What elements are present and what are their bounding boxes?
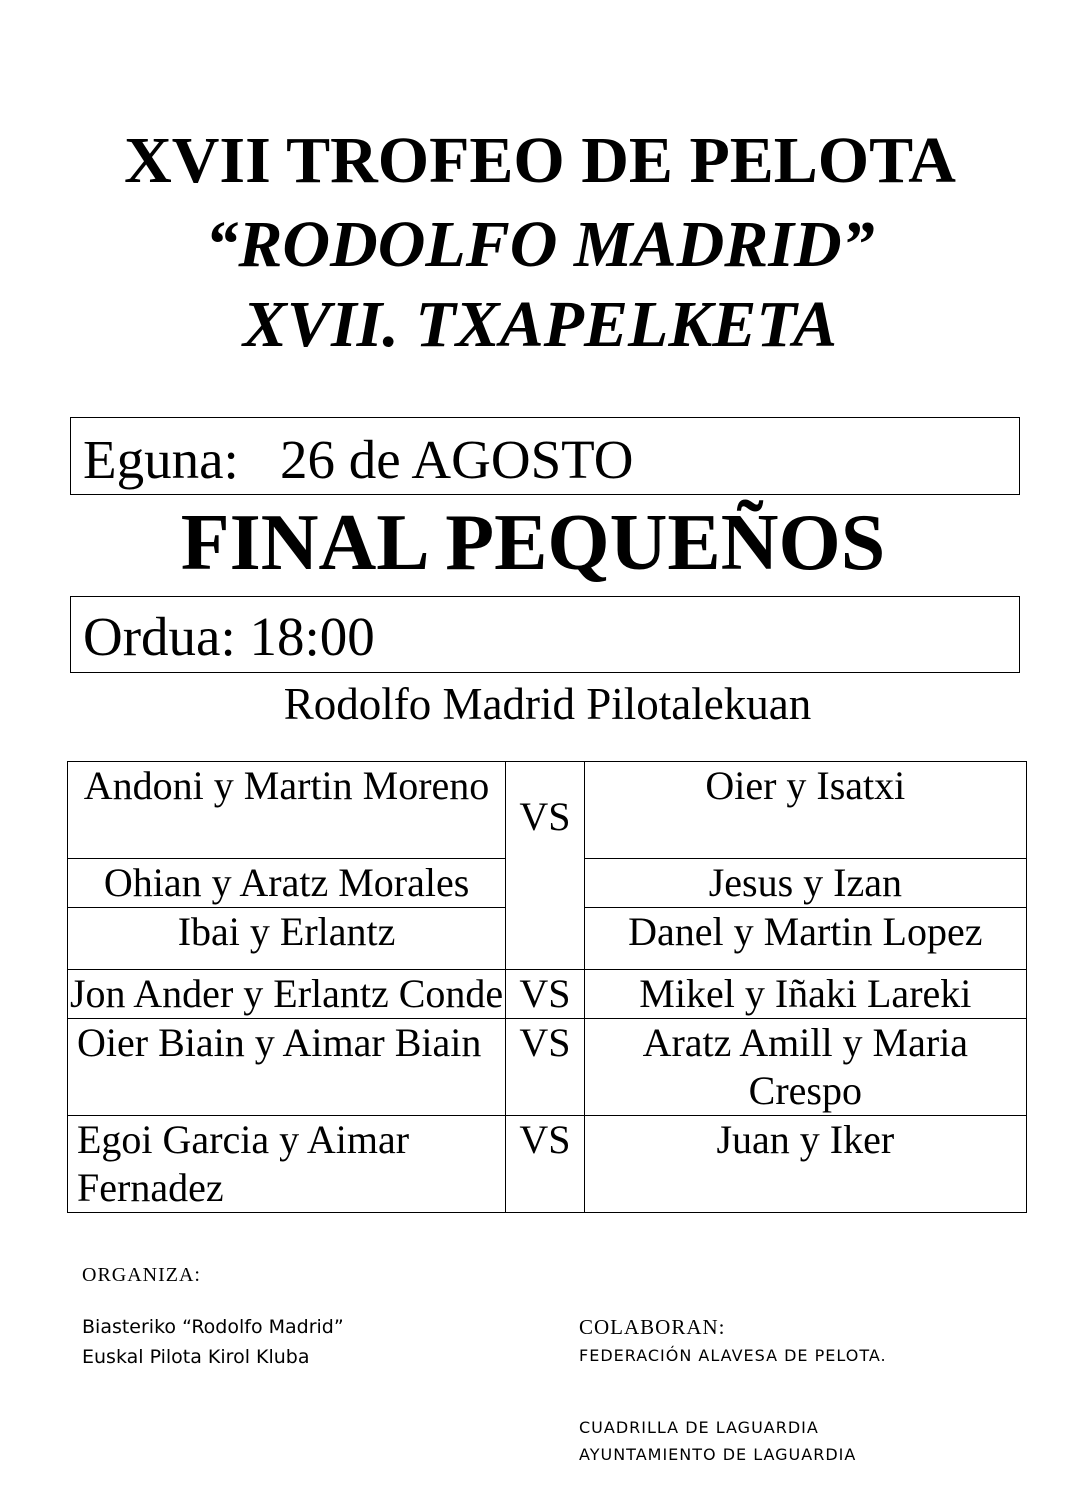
title-line-1: XVII TROFEO DE PELOTA — [124, 124, 956, 197]
right-team-cell: Juan y Iker — [584, 1116, 1026, 1213]
table-row — [68, 970, 1027, 1019]
colaboran-label: COLABORAN: — [579, 1315, 726, 1339]
organiza-label: ORGANIZA: — [82, 1264, 201, 1286]
table-row — [68, 1116, 1027, 1213]
date-box — [70, 417, 1020, 495]
right-team-cell: Oier y Isatxi — [584, 762, 1026, 859]
date-text: Eguna: 26 de AGOSTO — [83, 429, 634, 490]
time-text: Ordua: 18:00 — [83, 606, 375, 667]
colaboran-line-1: FEDERACIÓN ALAVESA DE PELOTA. — [579, 1346, 887, 1365]
vs-cell: VS — [506, 1116, 585, 1213]
vs-cell: VS — [506, 970, 585, 1019]
title-line-3: XVII. TXAPELKETA — [242, 288, 838, 361]
colaboran-line-2: CUADRILLA DE LAGUARDIA — [579, 1418, 819, 1437]
matches-table — [67, 761, 1027, 1213]
vs-cell: VS — [506, 762, 585, 970]
right-team-cell: Aratz Amill y Maria Crespo — [584, 1019, 1026, 1116]
table-row — [68, 1019, 1027, 1116]
time-box — [70, 596, 1020, 673]
right-team-cell: Mikel y Iñaki Lareki — [584, 970, 1026, 1019]
left-team-cell: Ohian y Aratz Morales — [68, 859, 506, 908]
venue-text: Rodolfo Madrid Pilotalekuan — [283, 679, 812, 729]
left-team-cell: Andoni y Martin Moreno — [68, 762, 506, 859]
left-team-cell: Jon Ander y Erlantz Conde — [68, 970, 506, 1019]
right-team-cell: Danel y Martin Lopez — [584, 908, 1026, 970]
left-team-cell: Egoi Garcia y Aimar Fernadez — [68, 1116, 506, 1213]
colaboran-line-3: AYUNTAMIENTO DE LAGUARDIA — [579, 1445, 857, 1464]
left-team-cell: Ibai y Erlantz — [68, 908, 506, 970]
left-team-cell: Oier Biain y Aimar Biain — [68, 1019, 506, 1116]
final-title: FINAL PEQUEÑOS — [180, 499, 886, 587]
title-line-2: “RODOLFO MADRID” — [205, 208, 875, 281]
organiza-line-1: Biasteriko “Rodolfo Madrid” — [82, 1316, 344, 1338]
table-row — [68, 762, 1027, 859]
vs-cell: VS — [506, 1019, 585, 1116]
organiza-line-2: Euskal Pilota Kirol Kluba — [82, 1346, 310, 1368]
right-team-cell: Jesus y Izan — [584, 859, 1026, 908]
